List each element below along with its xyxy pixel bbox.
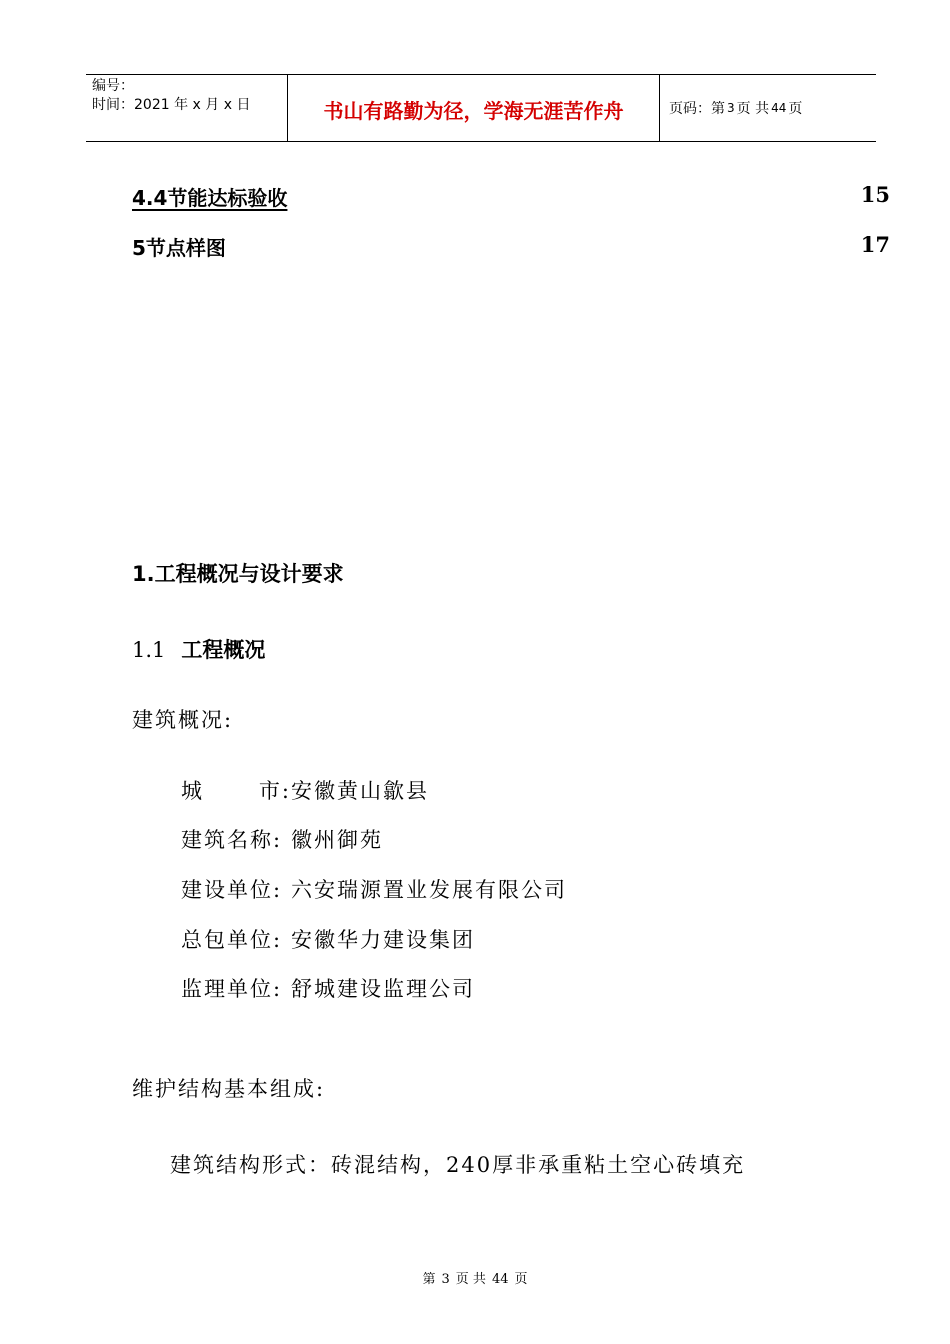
footer-prefix: 第 xyxy=(422,1272,436,1287)
info-label: 建筑名称: xyxy=(181,828,283,852)
info-value: 安徽黄山歙县 xyxy=(291,779,429,803)
subsection-heading xyxy=(132,634,265,664)
info-value: 安徽华力建设集团 xyxy=(291,928,475,952)
header-page-prefix: 页码：第 xyxy=(669,101,725,117)
info-value: 六安瑞源置业发展有限公司 xyxy=(291,878,567,902)
toc-entry-page: 15 xyxy=(860,182,890,207)
envelope-heading: 维护结构基本组成: xyxy=(132,1077,326,1101)
page-header xyxy=(86,74,876,142)
subsection-number: 1.1 xyxy=(132,638,166,662)
subsection-title: 工程概况 xyxy=(181,638,266,662)
info-label: 城 市: xyxy=(181,779,291,803)
page-footer xyxy=(0,1268,950,1287)
header-page-suffix: 页 xyxy=(788,101,803,117)
header-meta-cell xyxy=(86,75,288,141)
info-value: 舒城建设监理公司 xyxy=(291,977,475,1001)
toc-entry-page: 17 xyxy=(860,232,890,257)
footer-suffix: 页 xyxy=(514,1272,528,1287)
toc-entry[interactable] xyxy=(132,232,890,262)
header-code-label: 编号： xyxy=(92,78,134,94)
info-row-city xyxy=(181,775,429,805)
section-heading: 1.工程概况与设计要求 xyxy=(132,562,344,586)
toc-entry-title[interactable]: 5节点样图 xyxy=(132,236,226,260)
info-row-developer xyxy=(181,874,567,904)
toc-entry[interactable] xyxy=(132,182,890,212)
info-row-supervisor xyxy=(181,973,475,1003)
header-page-info xyxy=(660,75,876,141)
header-motto: 书山有路勤为径，学海无涯苦作舟 xyxy=(288,75,660,141)
info-row-contractor xyxy=(181,924,475,954)
toc-entry-title[interactable]: 4.4节能达标验收 xyxy=(132,186,288,210)
structure-line: 建筑结构形式：砖混结构，240厚非承重粘土空心砖填充 xyxy=(170,1153,746,1177)
header-time-label: 时间：2021 年 x 月 x 日 xyxy=(92,97,251,113)
header-page-current: 3 xyxy=(727,101,735,115)
footer-current: 3 xyxy=(441,1272,450,1287)
footer-total: 44 xyxy=(491,1272,509,1287)
info-label: 监理单位: xyxy=(181,977,283,1001)
info-value: 徽州御苑 xyxy=(291,828,383,852)
info-label: 总包单位: xyxy=(181,928,283,952)
building-overview-heading: 建筑概况: xyxy=(132,708,234,732)
footer-mid: 页 共 xyxy=(455,1272,486,1287)
info-row-building-name xyxy=(181,824,383,854)
header-page-total: 44 xyxy=(771,101,787,115)
info-label: 建设单位: xyxy=(181,878,283,902)
header-page-mid: 页 共 xyxy=(736,101,770,117)
